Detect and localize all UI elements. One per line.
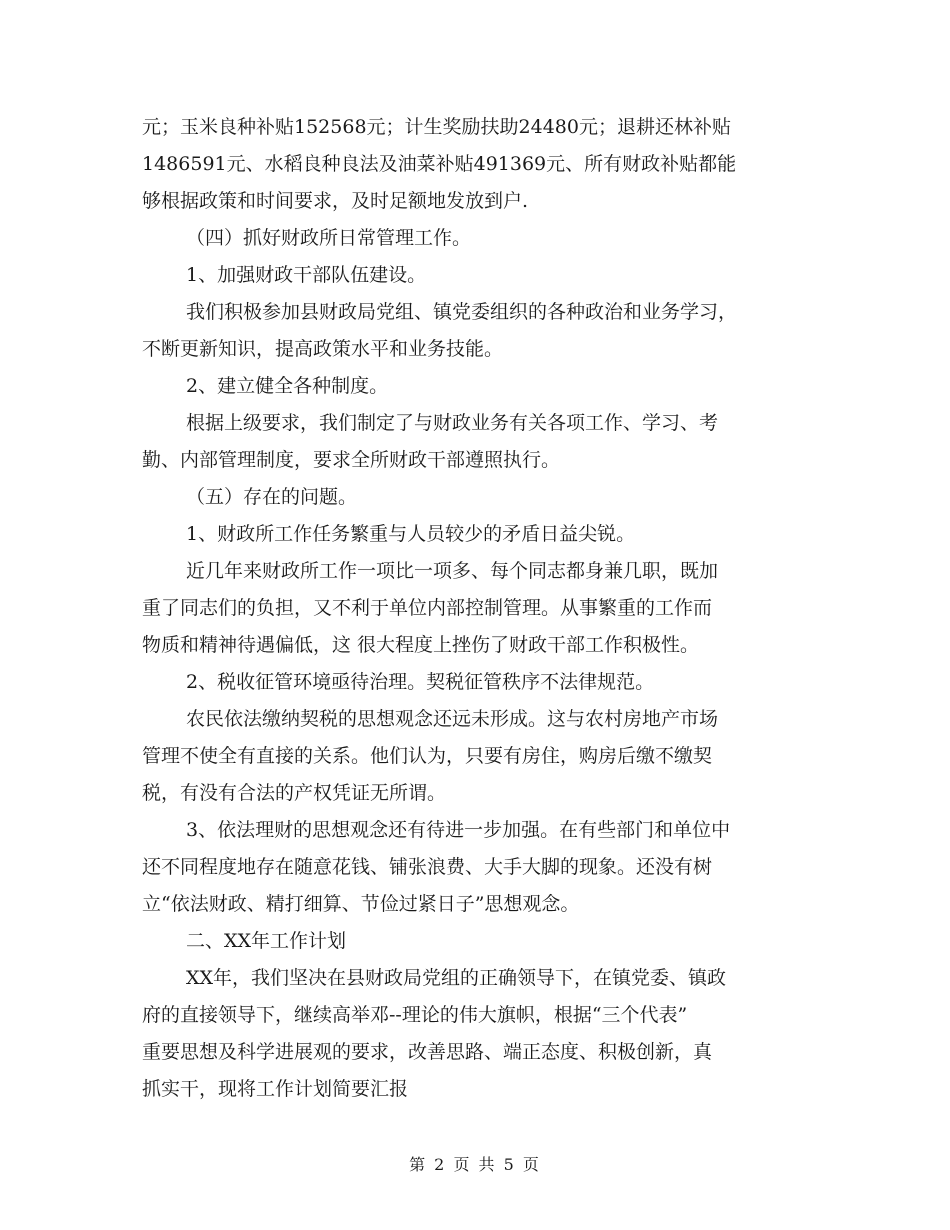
text-line: 1486591元、水稻良种良法及油菜补贴491369元、所有财政补贴都能: [142, 153, 737, 175]
text-line: 管理不使全有直接的关系。他们认为，只要有房住，购房后缴不缴契: [142, 745, 713, 767]
text-line: 勤、内部管理制度，要求全所财政干部遵照执行。: [142, 449, 561, 471]
text-line: 3、依法理财的思想观念还有待进一步加强。在有些部门和单位中: [186, 819, 731, 841]
text-line: 够根据政策和时间要求，及时足额地发放到户.: [142, 190, 529, 212]
text-line: 抓实干，现将工作计划简要汇报: [142, 1078, 409, 1100]
text-line: 立“依法财政、精打细算、节俭过紧日子”思想观念。: [142, 893, 580, 915]
text-line: 重要思想及科学进展观的要求，改善思路、端正态度、积极创新，真: [142, 1041, 713, 1063]
text-line: XX年，我们坚决在县财政局党组的正确领导下，在镇党委、镇政: [186, 967, 727, 989]
text-line: 1、加强财政干部队伍建设。: [186, 264, 427, 286]
text-line: 我们积极参加县财政局党组、镇党委组织的各种政治和业务学习，: [186, 301, 738, 323]
text-line: 近几年来财政所工作一项比一项多、每个同志都身兼几职，既加: [186, 560, 719, 582]
text-line: 还不同程度地存在随意花钱、铺张浪费、大手大脚的现象。还没有树: [142, 856, 713, 878]
document-body: [142, 109, 810, 1108]
text-line: 物质和精神待遇偏低，这 很大程度上挫伤了财政干部工作积极性。: [142, 634, 700, 656]
text-line: 2、税收征管环境亟待治理。契税征管秩序不法律规范。: [186, 671, 655, 693]
text-line: （五）存在的问题。: [186, 486, 358, 508]
text-line: 农民依法缴纳契税的思想观念还远未形成。这与农村房地产市场: [186, 708, 719, 730]
text-line: 不断更新知识，提高政策水平和业务技能。: [142, 338, 504, 360]
text-line: （四）抓好财政所日常管理工作。: [186, 227, 472, 249]
text-line: 重了同志们的负担，又不利于单位内部控制管理。从事繁重的工作而: [142, 597, 713, 619]
text-line: 元；玉米良种补贴152568元；计生奖励扶助24480元；退耕还林补贴: [142, 116, 731, 138]
page-footer: 第 2 页 共 5 页: [409, 1155, 541, 1174]
text-line: 根据上级要求，我们制定了与财政业务有关各项工作、学习、考: [186, 412, 719, 434]
text-line: 1、财政所工作任务繁重与人员较少的矛盾日益尖锐。: [186, 523, 636, 545]
text-line: 税，有没有合法的产权凭证无所谓。: [142, 782, 447, 804]
text-line: 府的直接领导下，继续高举邓--理论的伟大旗帜，根据“三个代表”: [142, 1004, 688, 1026]
text-line: 2、建立健全各种制度。: [186, 375, 389, 397]
text-line: 二、XX年工作计划: [186, 930, 347, 952]
